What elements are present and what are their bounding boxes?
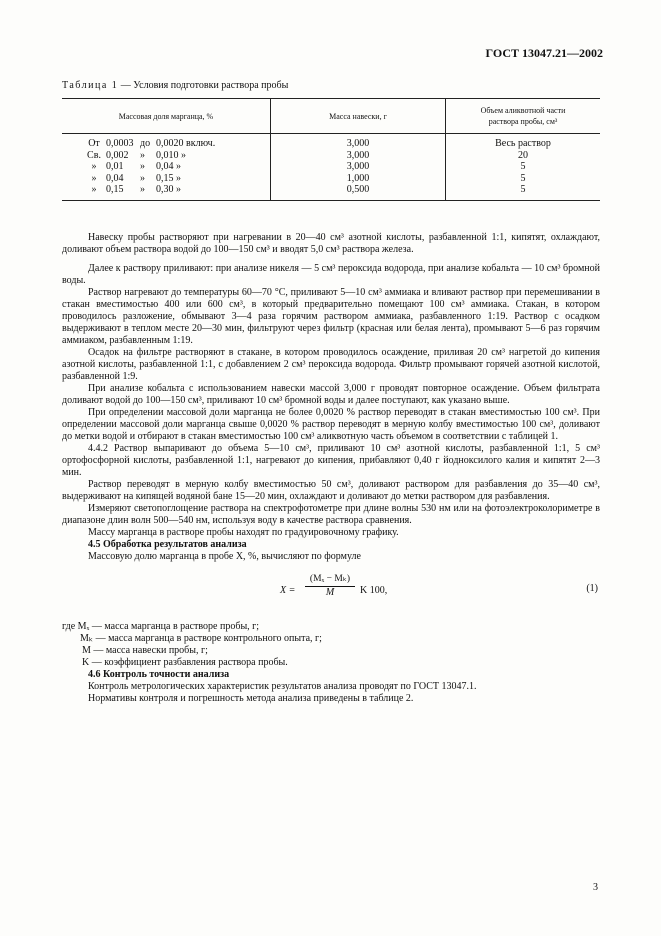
cell-part-a: Св.	[87, 149, 101, 161]
table-row	[62, 150, 600, 162]
legend-item: где Mₓ — масса марганца в растворе пробы, г;	[62, 621, 260, 632]
paragraph: Раствор нагревают до температуры 60—70 °С, приливают 5—10 см³ аммиака и вливают раствор при перемешивании в стакан вместимостью 400 или 600 см³, в который предварительно помещают 100 см³ аммиака. Стакан, в котором проводилось разложение, обмывают 3—4 раза горячим раствором аммиака, разбавленного 1:19. Раствор с осадком выдерживают в теплом месте 20—30 мин, фильтруют через фильтр (красная или белая лента), промывают 5—6 раз горячим аммиаком, разбавленным 1:19.	[62, 287, 600, 346]
paragraph: Нормативы контроля и погрешность метода анализа приведены в таблице 2.	[88, 693, 414, 704]
section-heading-4-5: 4.5 Обработка результатов анализа	[88, 539, 247, 550]
cell-sample-mass: 0,500	[271, 184, 446, 200]
cell-aliquot-volume: 5	[446, 173, 601, 185]
cell-part-d: 0,04 »	[156, 161, 181, 173]
cell-part-c: »	[140, 184, 145, 196]
page-number: 3	[593, 882, 598, 893]
formula-fraction	[305, 573, 355, 599]
paragraph: Навеску пробы растворяют при нагревании в 20—40 см³ азотной кислоты, разбавленной 1:1, кипятят, охлаждают, доливают объем раствора водой до 100—150 см³ и вводят 5,0 см³ раствора железа.	[62, 232, 600, 255]
document-body	[62, 232, 600, 705]
cell-part-c: до	[140, 138, 151, 149]
paragraph: Раствор переводят в мерную колбу вместимостью 50 см³, доливают раствором для разбавления до 35—40 см³, выдерживают на кипящей водяной бане 15—20 мин, охлаждают и доливают до метки раствором для разбавления.	[62, 479, 600, 502]
formula-number: (1)	[586, 583, 598, 594]
paragraph: Измеряют светопоглощение раствора на спектрофотометре при длине волны 530 нм или на фотоэлектроколориметре в диапазоне длин волн 500—540 нм, используя воду в качестве раствора сравнения.	[62, 503, 600, 526]
cell-sample-mass: 1,000	[271, 173, 446, 185]
cell-sample-mass: 3,000	[271, 134, 446, 150]
table-row	[62, 134, 600, 150]
legend-item: M — масса навески пробы, г;	[82, 645, 208, 656]
cell-aliquot-volume: 20	[446, 150, 601, 162]
formula-denominator: M	[325, 587, 335, 598]
cell-aliquot-volume: 5	[446, 161, 601, 173]
table-1	[62, 98, 600, 201]
cell-part-b: 0,15	[106, 184, 124, 196]
cell-aliquot-volume: 5	[446, 184, 601, 200]
cell-part-a: »	[91, 172, 97, 184]
cell-part-d: 0,010 »	[156, 149, 186, 161]
cell-part-b: 0,01	[106, 161, 124, 173]
cell-part-b: 0,002	[106, 149, 129, 161]
cell-part-d: 0,0020 включ.	[156, 138, 216, 149]
cell-sample-mass: 3,000	[271, 150, 446, 162]
table-row	[62, 184, 600, 200]
cell-mass-fraction	[62, 173, 271, 185]
document-header: ГОСТ 13047.21—2002	[485, 46, 603, 60]
cell-mass-fraction	[62, 134, 271, 150]
paragraph: Осадок на фильтре растворяют в стакане, в котором проводилось осаждение, приливая 20 см³ нагретой до кипения азотной кислоты, разбавленной 1:1, с добавлением 2 см³ пероксида водорода. Фильтр промывают горячей азотной кислотой, разбавленной 1:9.	[62, 347, 600, 382]
formula-1	[62, 567, 600, 619]
table-caption-text: — Условия подготовки раствора пробы	[118, 80, 289, 91]
table-caption	[62, 80, 288, 91]
column-header-aliquot-volume: Объем аликвотной части раствора пробы, см³	[446, 99, 601, 134]
legend-item: K — коэффициент разбавления раствора пробы.	[82, 657, 288, 668]
cell-aliquot-volume: Весь раствор	[446, 134, 601, 150]
table-body	[62, 134, 600, 201]
cell-sample-mass: 3,000	[271, 161, 446, 173]
column-header-mass-fraction: Массовая доля марганца, %	[62, 99, 271, 134]
formula-intro: Массовую долю марганца в пробе X, %, вычисляют по формуле	[88, 551, 361, 562]
cell-part-b: 0,04	[106, 172, 124, 184]
cell-part-a: »	[91, 184, 97, 196]
cell-part-c: »	[140, 149, 145, 161]
formula-rest: K 100,	[360, 585, 388, 596]
paragraph: Массу марганца в растворе пробы находят по градуировочному графику.	[88, 527, 399, 538]
formula-legend	[62, 621, 600, 669]
legend-item: Mₖ — масса марганца в растворе контрольного опыта, г;	[80, 633, 322, 644]
formula-lhs: X =	[280, 585, 296, 596]
cell-part-d: 0,15 »	[156, 172, 181, 184]
cell-part-a: »	[91, 161, 97, 173]
table-header-row	[62, 99, 600, 134]
table-caption-prefix: Таблица 1	[62, 80, 119, 91]
cell-part-c: »	[140, 161, 145, 173]
cell-mass-fraction	[62, 161, 271, 173]
paragraph: При анализе кобальта с использованием навески массой 3,000 г проводят повторное осаждение. Объем фильтрата доливают водой до 100—150 см³, приливают 10 см³ бромной воды и далее поступают, как указано выше.	[62, 383, 600, 406]
cell-part-a: От	[88, 138, 100, 149]
section-heading-4-6: 4.6 Контроль точности анализа	[88, 669, 230, 680]
cell-mass-fraction	[62, 184, 271, 200]
paragraph: Контроль метрологических характеристик результатов анализа проводят по ГОСТ 13047.1.	[88, 681, 477, 692]
table-row	[62, 161, 600, 173]
cell-part-d: 0,30 »	[156, 184, 181, 196]
formula-numerator: (Mₓ − Mₖ)	[305, 573, 355, 587]
paragraph: При определении массовой доли марганца не более 0,0020 % раствор переводят в стакан вместимостью 100 см³. При определении массовой доли марганца свыше 0,0020 % раствор переводят в мерную колбу вместимостью 100 см³, доливают до метки водой и отбирают в стакан вместимостью 100 см³ аликвотную часть объемом в соответствии с таблицей 1.	[62, 407, 600, 442]
paragraph: Далее к раствору приливают: при анализе никеля — 5 см³ пероксида водорода, при анализе кобальта — 10 см³ бромной воды.	[62, 263, 600, 286]
table-row	[62, 173, 600, 185]
paragraph: 4.4.2 Раствор выпаривают до объема 5—10 см³, приливают 10 см³ азотной кислоты, разбавленной 1:1, 5 см³ ортофосфорной кислоты, разбавленной 1:1, нагревают до кипения, прибавляют 0,40 г йодноксилого калия и кипятят 2—3 мин.	[62, 443, 600, 478]
cell-mass-fraction	[62, 150, 271, 162]
column-header-sample-mass: Масса навески, г	[271, 99, 446, 134]
cell-part-c: »	[140, 172, 145, 184]
cell-part-b: 0,0003	[106, 138, 134, 149]
